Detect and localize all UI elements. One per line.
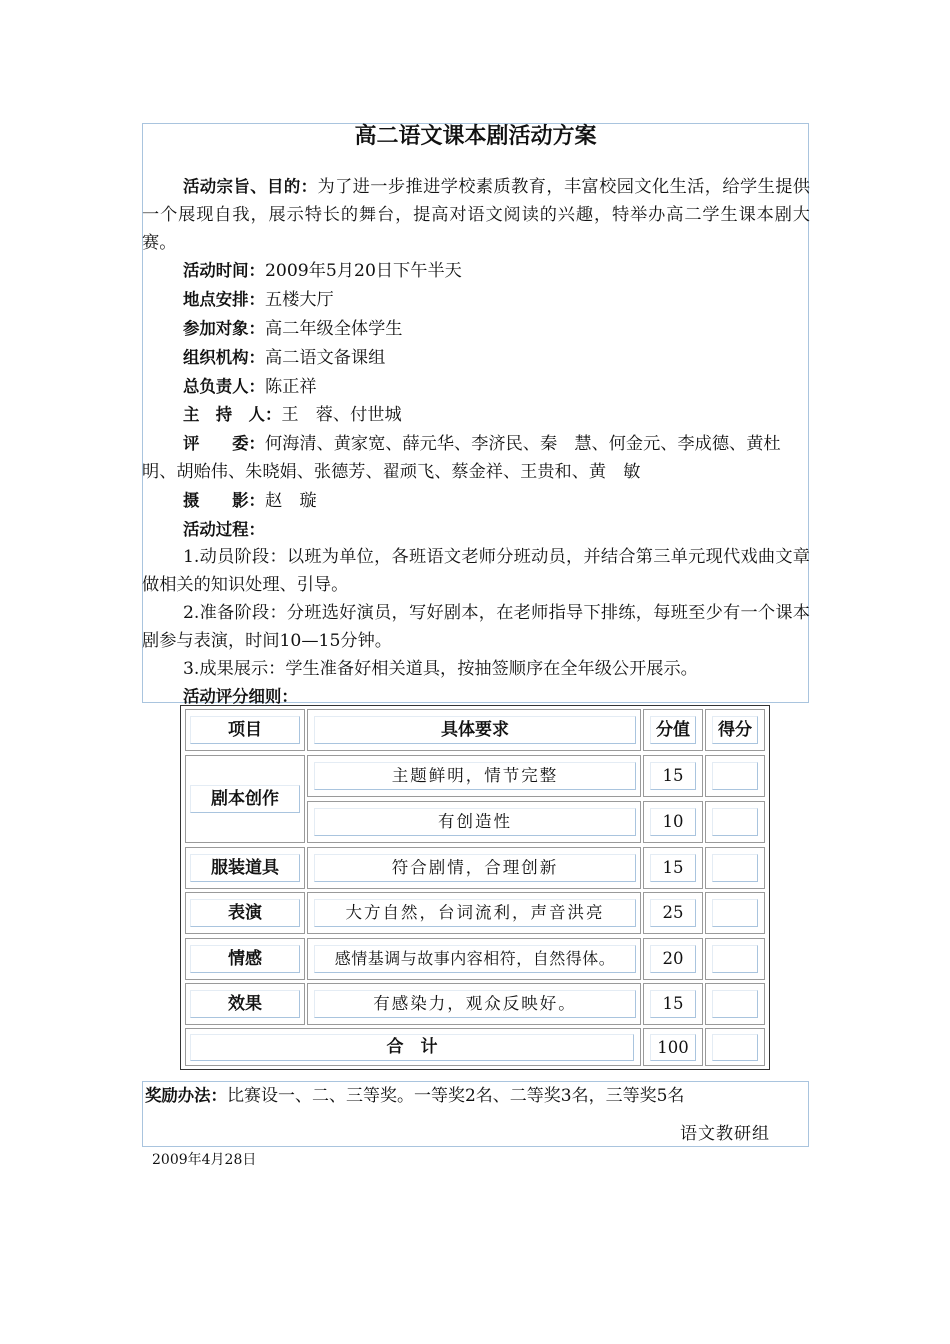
result-cell xyxy=(705,1028,765,1066)
info-label: 主 持 人： xyxy=(183,405,282,425)
result-cell xyxy=(705,892,765,934)
score-cell xyxy=(643,892,703,934)
result-cell xyxy=(705,983,765,1025)
info-value: 高二语文备课组 xyxy=(264,347,386,368)
result-value[interactable] xyxy=(712,854,758,882)
process-step: 1.动员阶段：以班为单位，各班语文老师分班动员，并结合第三单元现代戏曲文章做相关的知识处理、引导。 xyxy=(142,547,810,596)
item-label: 效果 xyxy=(190,990,300,1018)
document-date: 2009年4月28日 xyxy=(152,1152,257,1168)
info-label: 组织机构： xyxy=(183,347,265,367)
header-cell xyxy=(307,709,641,751)
score-value: 20 xyxy=(650,945,696,973)
item-label: 表演 xyxy=(190,899,300,927)
scoring-label: 活动评分细则： xyxy=(183,687,298,707)
result-value[interactable] xyxy=(712,808,758,836)
score-cell xyxy=(643,847,703,889)
requirement-cell xyxy=(307,983,641,1025)
purpose-text: 为了进一步推进学校素质教育，丰富校园文化生活，给学生提供一个展现自我，展示特长的舞台，提高对语文阅读的兴趣，特举办高二学生课本剧大赛。 xyxy=(142,177,810,253)
page-title: 高二语文课本剧活动方案 xyxy=(354,124,597,149)
document-body xyxy=(142,173,810,712)
requirement-cell xyxy=(307,847,641,889)
result-value[interactable] xyxy=(712,945,758,973)
header-item: 项目 xyxy=(190,716,300,744)
info-host xyxy=(142,401,810,430)
score-cell xyxy=(643,1028,703,1066)
purpose-paragraph xyxy=(142,173,810,257)
info-participants xyxy=(142,315,810,344)
result-cell xyxy=(705,801,765,843)
result-cell xyxy=(705,847,765,889)
info-value: 2009年5月20日下午半天 xyxy=(264,261,462,282)
info-value: 何海清、黄家宽、薛元华、李济民、秦 慧、何金元、李成德、黄杜明、胡贻伟、朱晓娟、张德芳、翟顽飞、蔡金祥、王贵和、黄 敏 xyxy=(142,434,781,482)
score-cell xyxy=(643,983,703,1025)
info-value: 王 蓉、付世城 xyxy=(281,405,402,426)
requirement-text: 主题鲜明，情节完整 xyxy=(314,762,636,790)
info-label: 地点安排： xyxy=(183,290,265,310)
process-step: 2.准备阶段：分班选好演员，写好剧本，在老师指导下排练，每班至少有一个课本剧参与表演，时间10—15分钟。 xyxy=(142,602,810,651)
item-cell xyxy=(185,938,305,980)
requirement-cell xyxy=(307,892,641,934)
score-cell xyxy=(643,755,703,797)
requirement-text: 大方自然，台词流利，声音洪亮 xyxy=(314,899,636,927)
header-cell xyxy=(705,709,765,751)
requirement-text: 感情基调与故事内容相符，自然得体。 xyxy=(314,945,636,973)
info-label: 摄 影： xyxy=(183,490,265,510)
item-cell xyxy=(185,983,305,1025)
requirement-text: 符合剧情，合理创新 xyxy=(314,854,636,882)
total-result[interactable] xyxy=(712,1034,758,1061)
info-judges xyxy=(142,430,810,487)
info-value: 陈正祥 xyxy=(264,376,317,397)
header-result: 得分 xyxy=(712,716,758,744)
score-cell xyxy=(643,801,703,843)
requirement-text: 有感染力，观众反映好。 xyxy=(314,990,636,1018)
info-time xyxy=(142,257,810,286)
info-label: 参加对象： xyxy=(183,318,265,338)
item-cell xyxy=(185,847,305,889)
score-value: 15 xyxy=(650,990,696,1018)
info-value: 五楼大厅 xyxy=(264,290,334,311)
item-label: 情感 xyxy=(190,945,300,973)
award-line xyxy=(145,1082,684,1110)
purpose-label: 活动宗旨、目的： xyxy=(183,177,318,196)
score-cell xyxy=(643,938,703,980)
score-value: 25 xyxy=(650,899,696,927)
process-heading xyxy=(142,516,810,545)
header-cell xyxy=(643,709,703,751)
info-value: 高二年级全体学生 xyxy=(264,318,403,339)
requirement-cell xyxy=(307,801,641,843)
score-value: 10 xyxy=(650,808,696,836)
info-lead xyxy=(142,373,810,402)
award-label: 奖励办法： xyxy=(145,1086,227,1105)
score-value: 15 xyxy=(650,854,696,882)
award-text: 比赛设一、二、三等奖。一等奖2名、二等奖3名，三等奖5名 xyxy=(226,1086,685,1106)
header-score: 分值 xyxy=(650,716,696,744)
requirement-cell xyxy=(307,755,641,797)
organization: 语文教研组 xyxy=(680,1124,770,1144)
process-label: 活动过程： xyxy=(183,519,265,539)
process-step: 3.成果展示：学生准备好相关道具，按抽签顺序在全年级公开展示。 xyxy=(183,658,698,679)
result-cell xyxy=(705,755,765,797)
total-score: 100 xyxy=(650,1034,696,1061)
result-value[interactable] xyxy=(712,990,758,1018)
header-cell xyxy=(185,709,305,751)
info-organizer xyxy=(142,344,810,373)
item-cell xyxy=(185,892,305,934)
result-value[interactable] xyxy=(712,762,758,790)
result-cell xyxy=(705,938,765,980)
info-label: 活动时间： xyxy=(183,261,265,281)
total-cell xyxy=(185,1028,641,1066)
total-label: 合 计 xyxy=(190,1034,634,1061)
info-value: 赵 璇 xyxy=(264,490,317,511)
result-value[interactable] xyxy=(712,899,758,927)
info-label: 总负责人： xyxy=(183,376,265,396)
item-label: 剧本创作 xyxy=(190,785,300,813)
requirement-text: 有创造性 xyxy=(314,808,636,836)
score-value: 15 xyxy=(650,762,696,790)
header-requirement: 具体要求 xyxy=(314,716,636,744)
info-label: 评 委： xyxy=(183,434,265,454)
item-label: 服装道具 xyxy=(190,854,300,882)
item-cell xyxy=(185,755,305,843)
info-photo xyxy=(142,487,810,516)
requirement-cell xyxy=(307,938,641,980)
scoring-table xyxy=(180,705,770,1070)
info-place xyxy=(142,286,810,315)
